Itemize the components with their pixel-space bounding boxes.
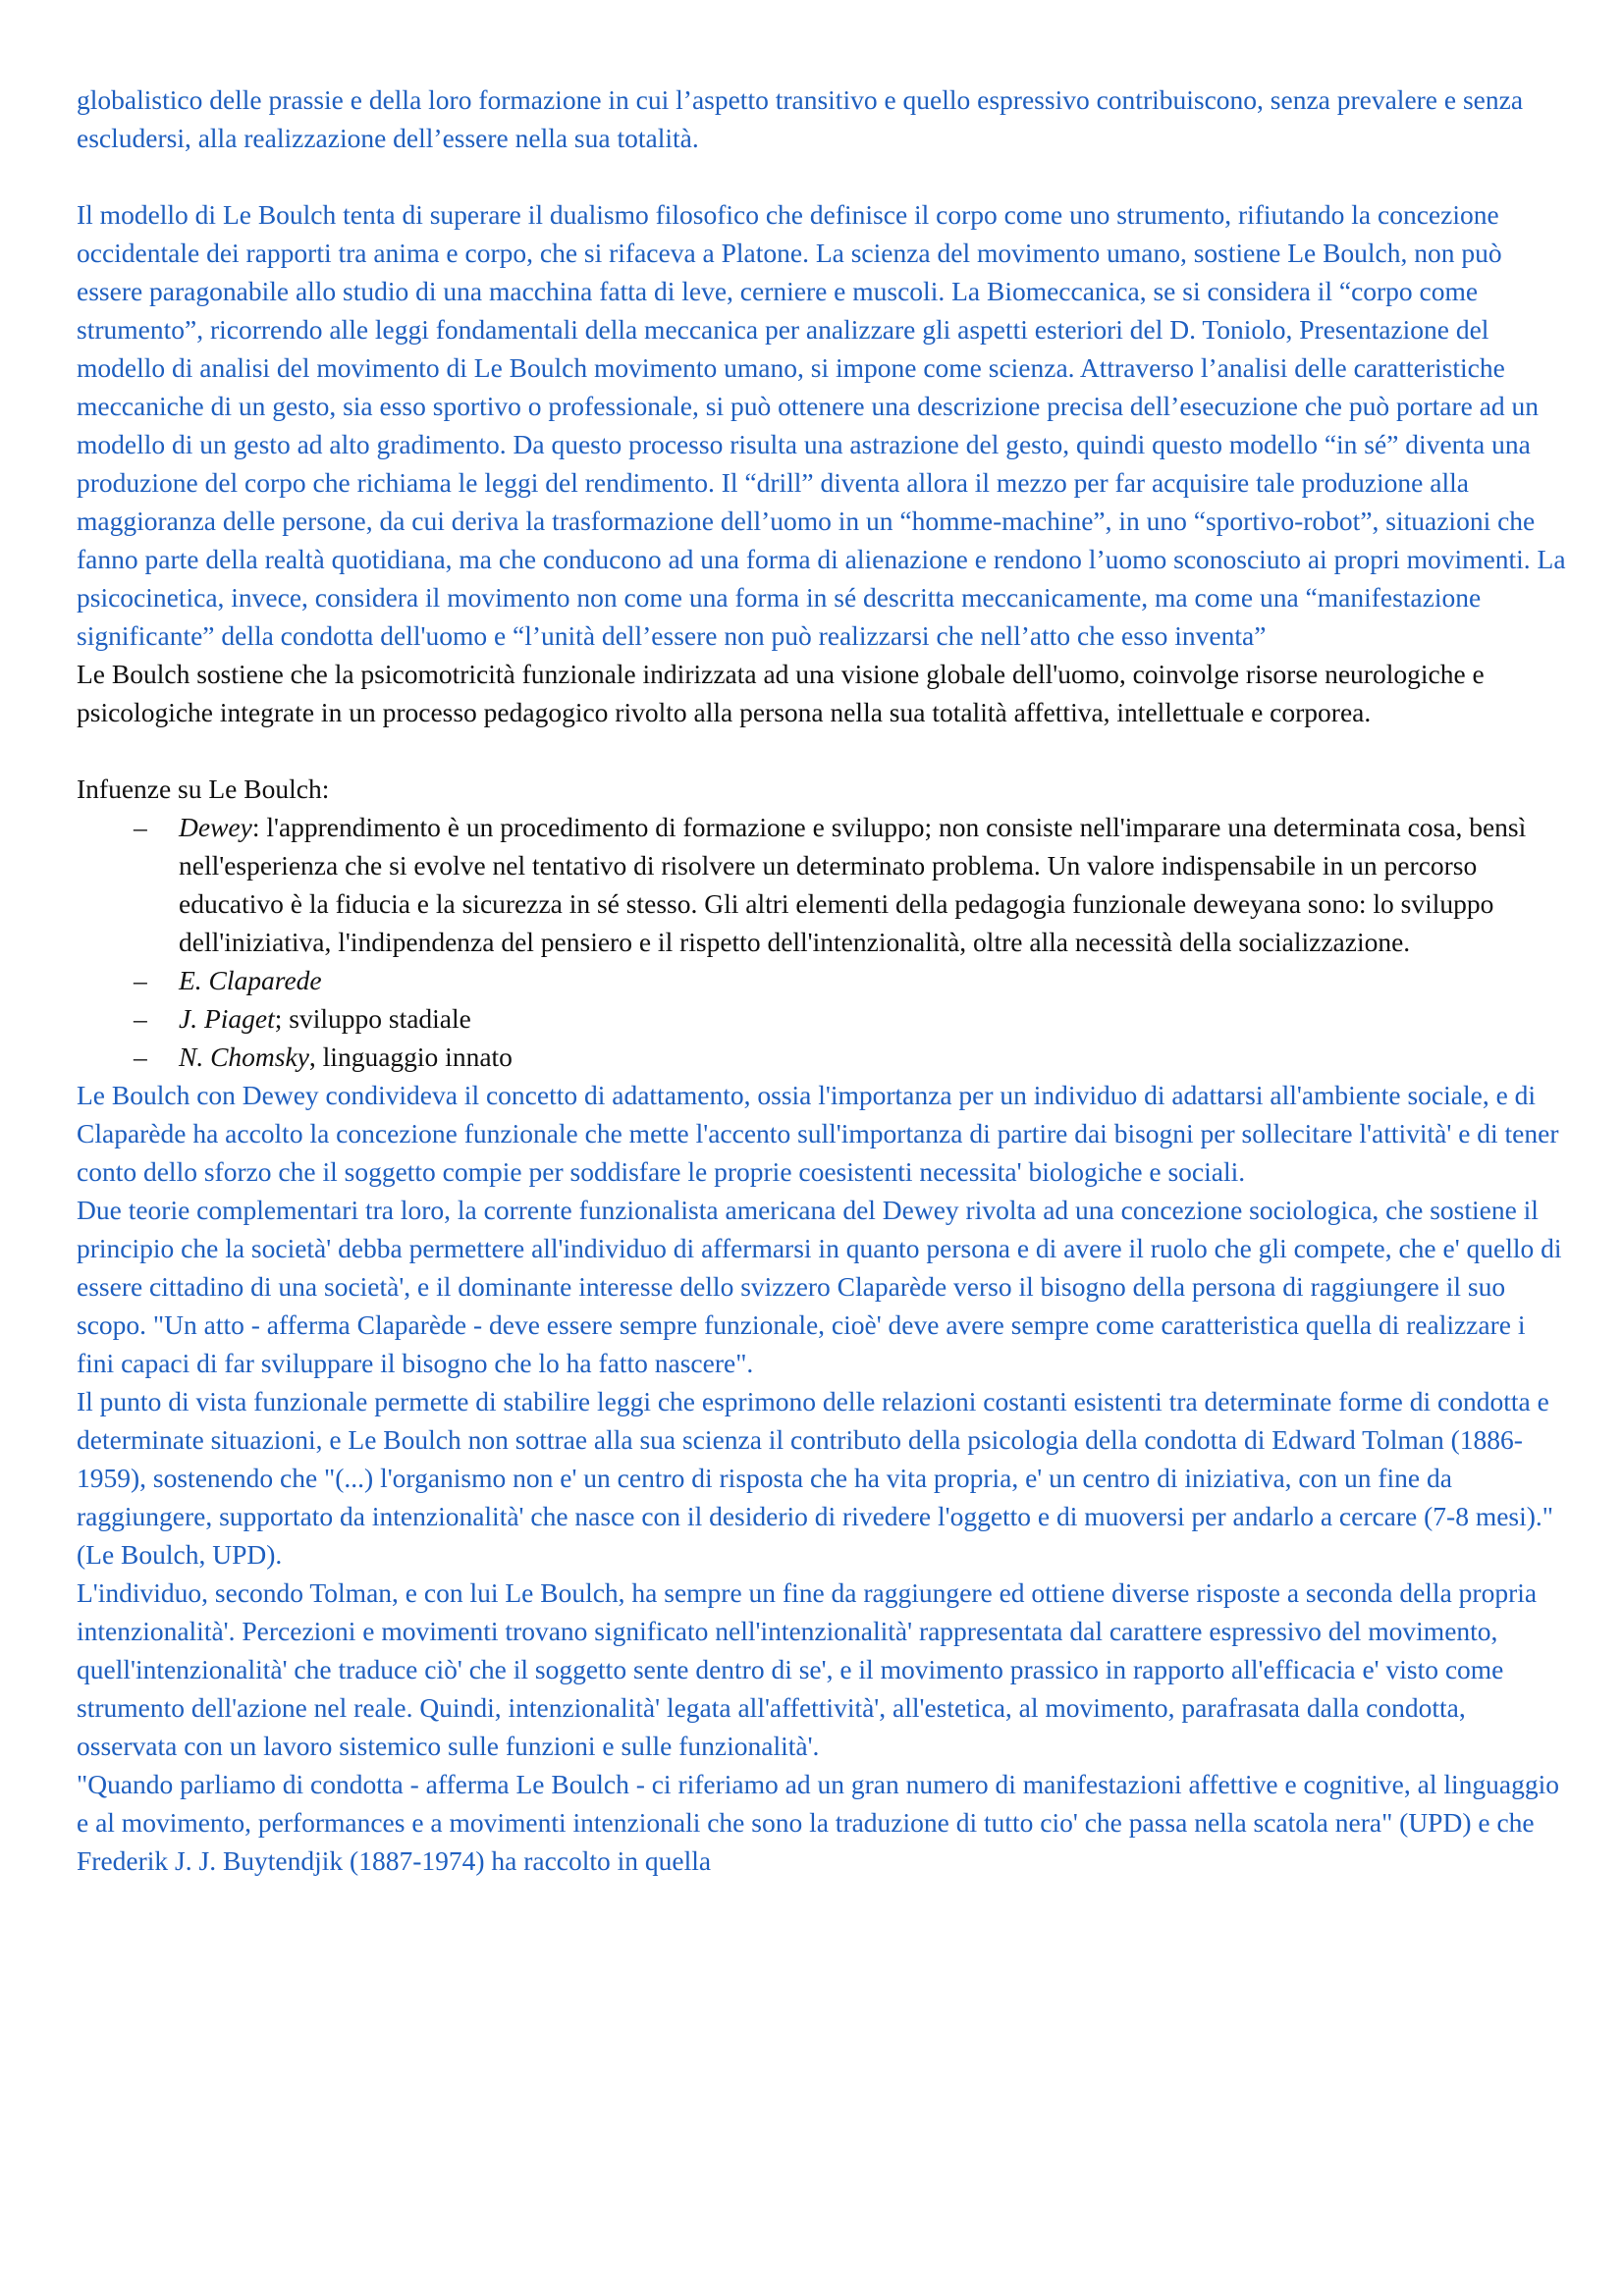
paragraph-modello-le-boulch: Il modello di Le Boulch tenta di superare il dualismo filosofico che definisce il corpo come uno strumento, rifiutando la concezione occidentale dei rapporti tra anima e corpo, che si rifaceva a Platone. La scienza del movimento umano, sostiene Le Boulch, non può essere paragonabile allo studio di una macchina fatta di leve, cerniere e muscoli. La Biomeccanica, se si considera il “corpo come strumento”, ricorrendo alle leggi fondamentali della meccanica per analizzare gli aspetti esteriori del D. Toniolo, Presentazione del modello di analisi del movimento di Le Boulch movimento umano, si impone come scienza. Attraverso l’analisi delle caratteristiche meccaniche di un gesto, sia esso sportivo o professionale, si può ottenere una descrizione precisa dell’esecuzione che può portare ad un modello di un gesto ad alto gradimento. Da questo processo risulta una astrazione del gesto, quindi questo modello “in sé” diventa una produzione del corpo che richiama le leggi del rendimento. Il “drill” diventa allora il mezzo per far acquisire tale produzione alla maggioranza delle persone, da cui deriva la trasformazione dell’uomo in un “homme-machine”, in uno “sportivo-robot”, situazioni che fanno parte della realtà quotidiana, ma che conducono ad una forma di alienazione e rendono l’uomo sconosciuto ai propri movimenti. La psicocinetica, invece, considera il movimento non come una forma in sé descritta meccanicamente, ma come una “manifestazione significante” della condotta dell'uomo e “l’unità dell’essere non può realizzarsi che nell’atto che esso inventa” xyxy=(77,199,1566,651)
list-dash: – xyxy=(134,812,147,842)
influence-name: Dewey xyxy=(179,812,252,842)
document-page xyxy=(77,80,1569,1880)
influence-item-dewey xyxy=(134,808,1569,961)
paragraph-tolman: Il punto di vista funzionale permette di stabilire leggi che esprimono delle relazioni costanti esistenti tra determinate forme di condotta e determinate situazioni, e Le Boulch non sottrae alla sua scienza il contributo della psicologia della condotta di Edward Tolman (1886-1959), sostenendo che "(...) l'organismo non e' un centro di risposta che ha vita propria, e' un centro di iniziativa, con un fine da raggiungere, supportato da intenzionalità' che nasce con il desiderio di rivedere l'oggetto e di muoversi per andarlo a cercare (7-8 mesi)." (Le Boulch, UPD). xyxy=(77,1386,1554,1570)
influence-name: N. Chomsky xyxy=(179,1041,309,1072)
influences-heading: Infuenze su Le Boulch: xyxy=(77,774,330,804)
influence-item-chomsky xyxy=(134,1038,1569,1076)
list-dash: – xyxy=(134,1003,147,1034)
influence-text: : l'apprendimento è un procedimento di formazione e sviluppo; non consiste nell'imparare una determinata cosa, bensì nell'esperienza che si evolve nel tentativo di risolvere un determinato problema. Un valore indispensabile in un percorso educativo è la fiducia e la sicurezza in sé stesso. Gli altri elementi della pedagogia funzionale deweyana sono: lo sviluppo dell'iniziativa, l'indipendenza del pensiero e il rispetto dell'intenzionalità, oltre alla necessità della socializzazione. xyxy=(179,812,1527,957)
paragraph-gap xyxy=(77,731,1569,770)
influence-text: ; sviluppo stadiale xyxy=(274,1003,471,1034)
paragraph-gap xyxy=(77,157,1569,195)
paragraph-individuo: L'individuo, secondo Tolman, e con lui Le Boulch, ha sempre un fine da raggiungere ed ottiene diverse risposte a seconda della propria intenzionalità'. Percezioni e movimenti trovano significato nell'intenzionalità' rappresentata dal carattere espressivo del movimento, quell'intenzionalità' che traduce ciò' che il soggetto sente dentro di se', e il movimento prassico in rapporto all'efficacia e' visto come strumento dell'azione nel reale. Quindi, intenzionalità' legata all'affettività', all'estetica, al movimento, parafrasata dalla condotta, osservata con un lavoro sistemico sulle funzioni e sulle funzionalità'. xyxy=(77,1577,1538,1761)
influences-list xyxy=(77,808,1569,1076)
paragraph-prassie: globalistico delle prassie e della loro formazione in cui l’aspetto transitivo e quello espressivo contribuiscono, senza prevalere e senza escludersi, alla realizzazione dell’essere nella sua totalità. xyxy=(77,84,1524,153)
list-dash: – xyxy=(134,965,147,995)
influence-name: E. Claparede xyxy=(179,965,322,995)
paragraph-due-teorie: Due teorie complementari tra loro, la corrente funzionalista americana del Dewey rivolta ad una concezione sociologica, che sostiene il principio che la società' debba permettere all'individuo di affermarsi in quanto persona e di avere il ruolo che gli compete, che e' quello di essere cittadino di una società', e il dominante interesse dello svizzero Claparède verso il bisogno della persona di raggiungere il suo scopo. "Un atto - afferma Claparède - deve essere sempre funzionale, cioè' deve avere sempre come caratteristica quella di realizzare i fini capaci di far sviluppare il bisogno che lo ha fatto nascere". xyxy=(77,1195,1562,1378)
influence-text: , linguaggio innato xyxy=(308,1041,513,1072)
paragraph-condotta: "Quando parliamo di condotta - afferma Le Boulch - ci riferiamo ad un gran numero di manifestazioni affettive e cognitive, al linguaggio e al movimento, performances e a movimenti intenzionali che sono la traduzione di tutto cio' che passa nella scatola nera" (UPD) e che Frederik J. J. Buytendjik (1887-1974) ha raccolto in quella xyxy=(77,1769,1559,1876)
influence-item-piaget xyxy=(134,999,1569,1038)
paragraph-psicomotricita: Le Boulch sostiene che la psicomotricità funzionale indirizzata ad una visione globale dell'uomo, coinvolge risorse neurologiche e psicologiche integrate in un processo pedagogico rivolto alla persona nella sua totalità affettiva, intellettuale e corporea. xyxy=(77,659,1485,727)
influence-name: J. Piaget xyxy=(179,1003,275,1034)
influence-item-claparede xyxy=(134,961,1569,999)
list-dash: – xyxy=(134,1041,147,1072)
paragraph-dewey-claparede: Le Boulch con Dewey condivideva il concetto di adattamento, ossia l'importanza per un individuo di adattarsi all'ambiente sociale, e di Claparède ha accolto la concezione funzionale che mette l'accento sull'importanza di partire dai bisogni per sollecitare l'attività' e di tener conto dello sforzo che il soggetto compie per soddisfare le proprie coesistenti necessita' biologiche e sociali. xyxy=(77,1080,1559,1187)
